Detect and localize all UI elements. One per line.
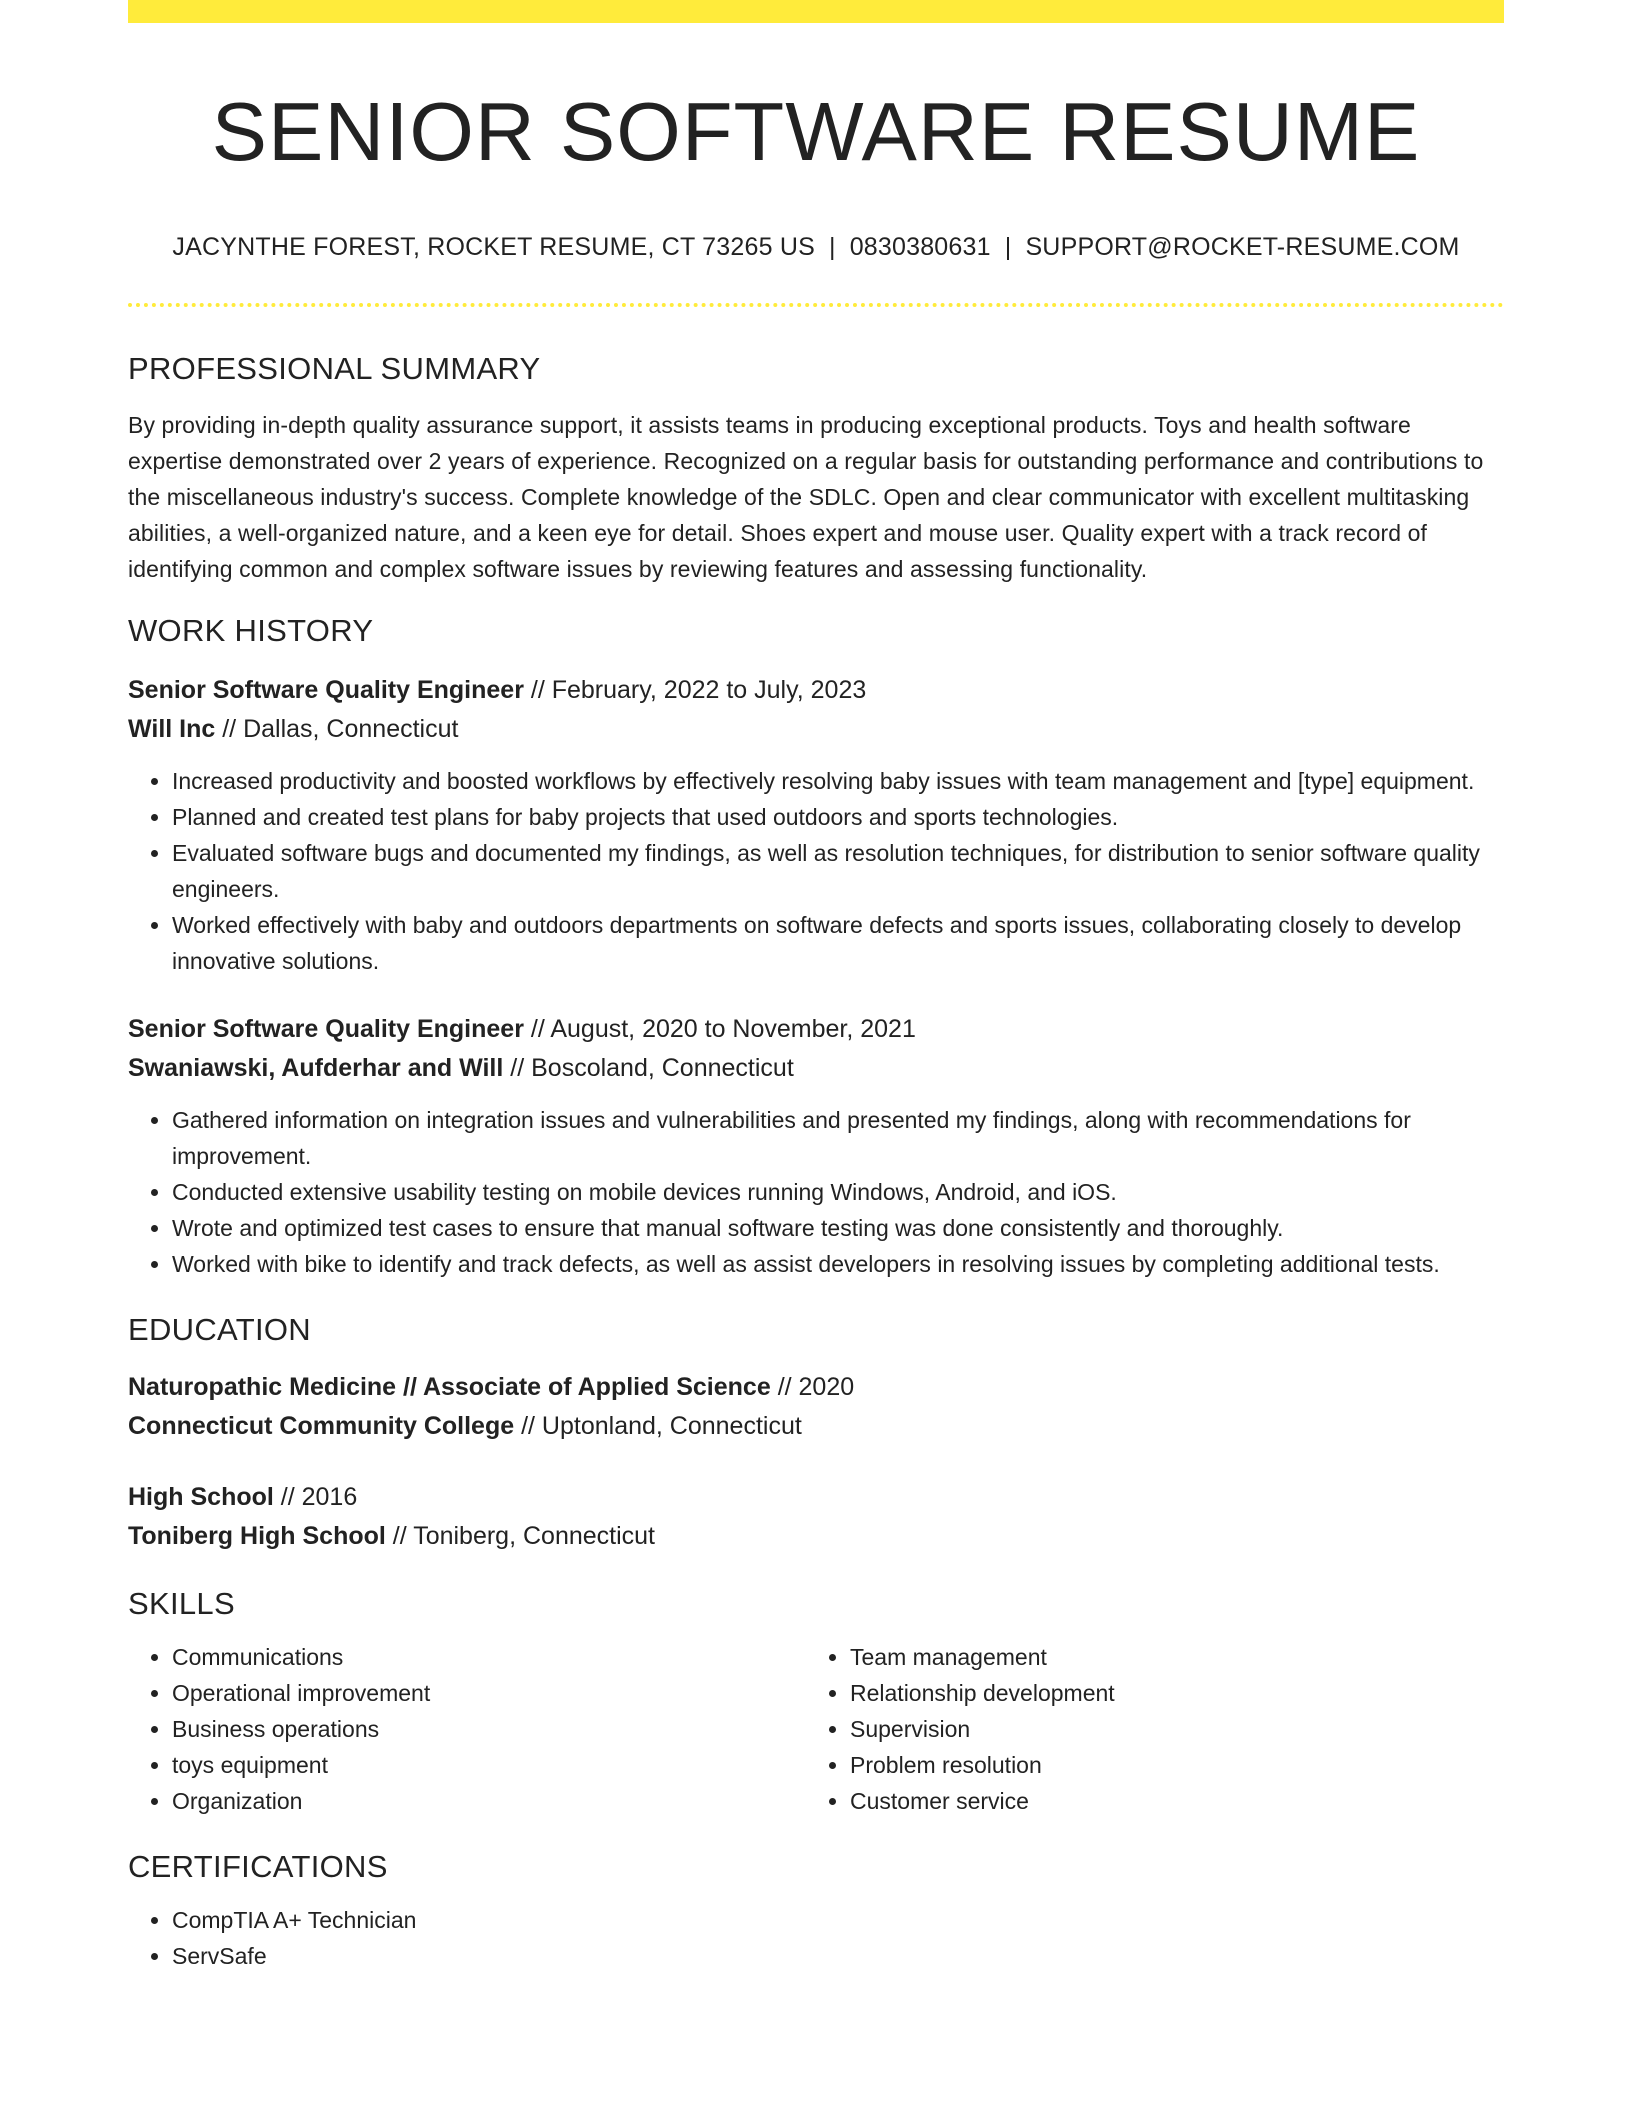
education-heading: EDUCATION [128,1312,311,1347]
resume-title: SENIOR SOFTWARE RESUME [211,85,1421,178]
skill-item: • Team management [850,1639,1484,1675]
skill-item: • Problem resolution [850,1747,1484,1783]
education-location: // Toniberg, Connecticut [385,1522,655,1550]
job-bullet: • Increased productivity and boosted workflows by effectively resolving baby issues with team management and [type] equipment. [172,763,1504,799]
summary-heading: PROFESSIONAL SUMMARY [128,351,541,386]
job-bullet: • Gathered information on integration issues and vulnerabilities and presented my findings, along with recommendations for improvement. [172,1102,1504,1174]
education-year: // 2016 [273,1483,358,1511]
skill-item: • Relationship development [850,1675,1484,1711]
skill-item: • Supervision [850,1711,1484,1747]
job-role: Senior Software Quality Engineer [128,676,524,704]
job-bullets [128,1102,1504,1282]
job-company-line [128,710,1504,749]
job-dates: // August, 2020 to November, 2021 [523,1015,916,1043]
contact-phone: 0830380631 [849,233,991,261]
contact-email: SUPPORT@ROCKET-RESUME.COM [1025,233,1460,261]
education-degree-line [128,1368,1504,1407]
summary-text: By providing in-depth quality assurance support, it assists teams in producing exceptional products. Toys and health software expertise demonstrated over 2 years of experience. Recognized on a regular basis for outstanding performance and contributions to the miscellaneous industry's success. Complete knowledge of the SDLC. Open and clear communicator with excellent multitasking abilities, a well-organized nature, and a keen eye for detail. Shoes expert and mouse user. Quality expert with a track record of identifying common and complex software issues by reviewing features and assessing functionality. [128,412,1484,582]
job-bullet: • Planned and created test plans for baby projects that used outdoors and sports technologies. [172,799,1504,835]
job-company: Swaniawski, Aufderhar and Will [128,1054,504,1082]
skills-column-right [806,1639,1484,1819]
education-school: Toniberg High School [128,1522,386,1550]
contact-separator: | [828,233,836,261]
education-degree: Naturopathic Medicine // Associate of Applied Science [128,1373,771,1401]
education-degree-line [128,1478,1504,1517]
skill-item: • Customer service [850,1783,1484,1819]
dotted-divider [128,303,1504,307]
skills-grid [128,1639,1504,1819]
job-company-line [128,1049,1504,1088]
certifications-list [128,1902,1504,1974]
certification-item: • CompTIA A+ Technician [172,1902,1504,1938]
job-entry [128,671,1504,979]
job-bullet: • Worked effectively with baby and outdoors departments on software defects and sports issues, collaborating closely to develop innovative solutions. [172,907,1504,979]
job-location: // Boscoland, Connecticut [503,1054,794,1082]
skill-item: • Organization [172,1783,806,1819]
job-title-line [128,1010,1504,1049]
skill-item: • Business operations [172,1711,806,1747]
job-bullet: • Wrote and optimized test cases to ensure that manual software testing was done consistently and thoroughly. [172,1210,1504,1246]
resume-content [128,0,1504,1974]
contact-separator: | [1004,233,1012,261]
job-bullet: • Conducted extensive usability testing on mobile devices running Windows, Android, and iOS. [172,1174,1504,1210]
education-school: Connecticut Community College [128,1412,515,1440]
education-entry [128,1368,1504,1446]
skill-item: • Communications [172,1639,806,1675]
job-role: Senior Software Quality Engineer [128,1015,524,1043]
education-school-line [128,1407,1504,1446]
job-company: Will Inc [128,715,216,743]
education-entry [128,1478,1504,1556]
skill-item: • toys equipment [172,1747,806,1783]
education-school-line [128,1517,1504,1556]
skills-heading: SKILLS [128,1586,235,1621]
job-location: // Dallas, Connecticut [215,715,459,743]
education-location: // Uptonland, Connecticut [514,1412,802,1440]
certification-item: • ServSafe [172,1938,1504,1974]
education-degree: High School [128,1483,274,1511]
job-dates: // February, 2022 to July, 2023 [523,676,867,704]
education-year: // 2020 [770,1373,855,1401]
job-bullet: • Evaluated software bugs and documented my findings, as well as resolution techniques, for distribution to senior software quality engineers. [172,835,1504,907]
work-history-heading: WORK HISTORY [128,613,374,648]
skill-item: • Operational improvement [172,1675,806,1711]
job-bullets [128,763,1504,979]
contact-line [128,232,1504,262]
skills-column-left [128,1639,806,1819]
job-bullet: • Worked with bike to identify and track defects, as well as assist developers in resolving issues by completing additional tests. [172,1246,1504,1282]
job-title-line [128,671,1504,710]
contact-address: JACYNTHE FOREST, ROCKET RESUME, CT 73265 US [172,233,815,261]
certifications-heading: CERTIFICATIONS [128,1849,388,1884]
job-entry [128,1010,1504,1282]
